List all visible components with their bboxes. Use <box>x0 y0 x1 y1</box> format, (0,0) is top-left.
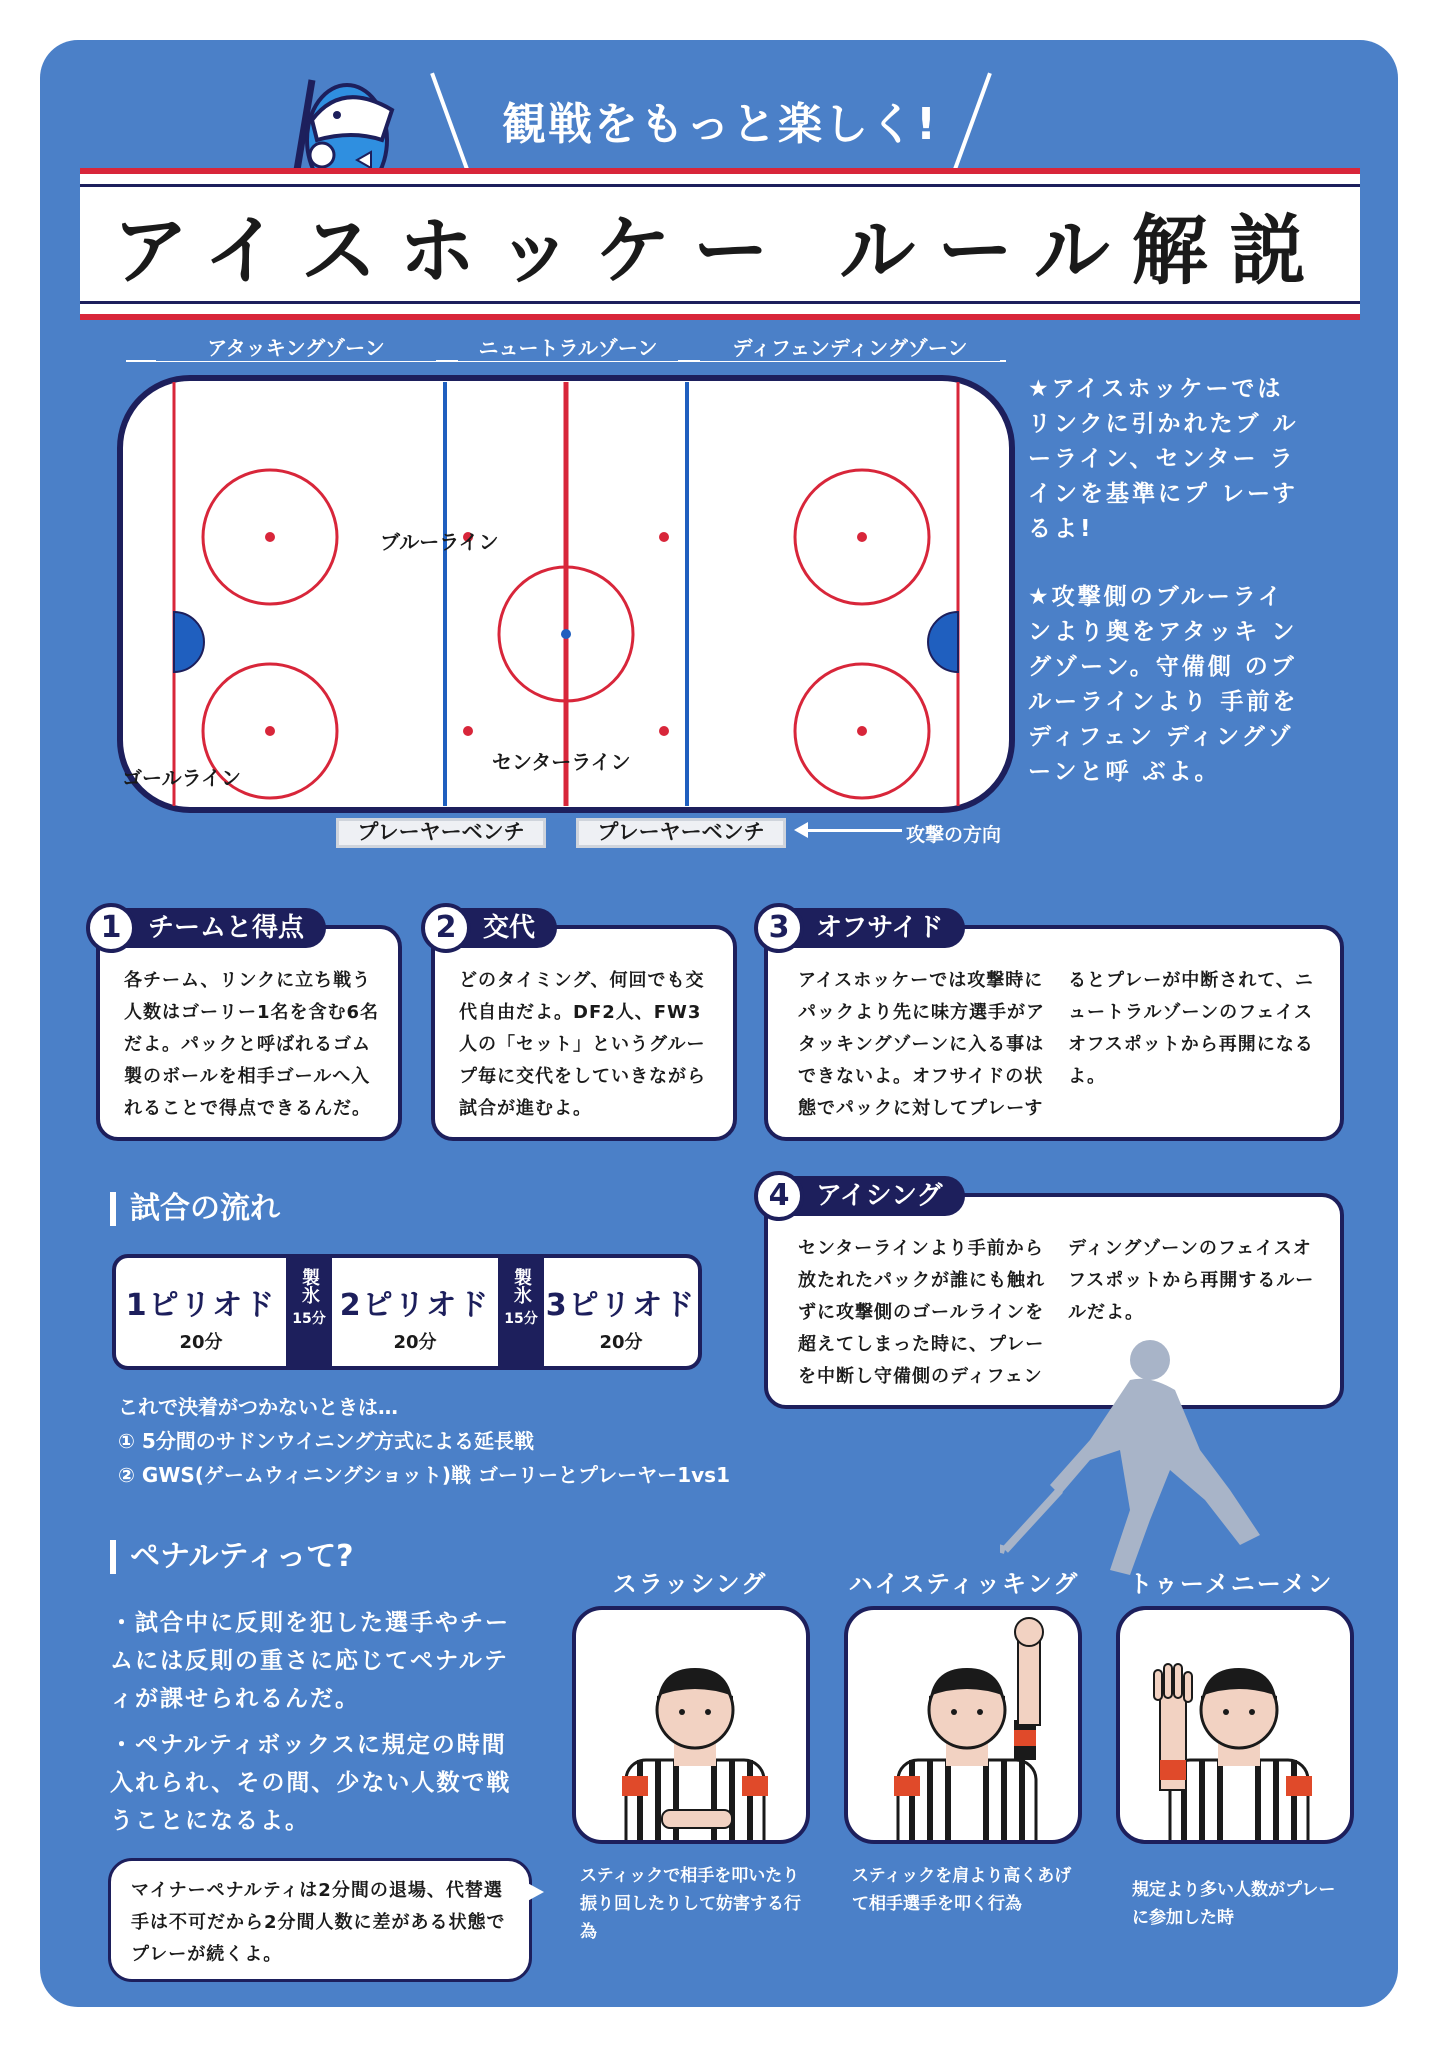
hockey-player-silhouette-icon <box>1000 1330 1300 1600</box>
attack-arrow-line <box>802 829 902 832</box>
label-blue-line: ブルーライン <box>380 530 499 554</box>
player-bench-right: プレーヤーベンチ <box>576 818 786 848</box>
rule-text: 各チーム、リンクに立ち戦う人数はゴーリー1名を含む6名だよ。パックと呼ばれるゴム製のボールを相手ゴールへ入れることで得点できるんだ。 <box>124 970 380 1119</box>
penalty-bullet-1: ・試合中に反則を犯した選手やチームには反則の重さに応じてペナルティが課せられるんだ。 <box>110 1610 510 1712</box>
period-time: 20分 <box>599 1332 643 1353</box>
zone-label-neutral: ニュートラルゾーン <box>458 332 678 361</box>
period-time: 20分 <box>179 1332 223 1353</box>
signal-card-too-many-men <box>1116 1606 1354 1844</box>
period-label: 3ピリオド <box>545 1288 697 1323</box>
section-heading-game-flow: 試合の流れ <box>110 1192 280 1226</box>
period-2 <box>332 1258 498 1366</box>
page-title: アイスホッケー ルール解説 <box>112 205 1328 295</box>
minor-penalty-bubble <box>108 1858 532 1982</box>
poster-background <box>40 40 1398 2007</box>
zone-label-attacking: アタッキングゾーン <box>156 332 436 361</box>
break-label: 製氷 <box>511 1268 532 1304</box>
faceoff-spot <box>265 532 275 542</box>
period-timeline <box>112 1254 702 1370</box>
attack-direction-label: 攻撃の方向 <box>906 824 1002 846</box>
section-heading-penalty: ペナルティって? <box>110 1540 354 1574</box>
rule-number: 1 <box>86 903 136 953</box>
faceoff-spot <box>265 726 275 736</box>
faceoff-spot <box>857 726 867 736</box>
faceoff-spot <box>857 532 867 542</box>
break-label: 製氷 <box>299 1268 320 1304</box>
rule-text-right: るとプレーが中断されて、ニュートラルゾーンのフェイスオフスポットから再開になるよ。 <box>1068 970 1314 1087</box>
period-1 <box>116 1258 286 1366</box>
rule-number: 3 <box>754 903 804 953</box>
zone-label-defending: ディフェンディングゾーン <box>700 332 1000 361</box>
label-center-line: センターライン <box>492 750 631 774</box>
break-time: 15分 <box>504 1311 538 1327</box>
rule-text-right: ディングゾーンのフェイスオフスポットから再開するルールだよ。 <box>1068 1238 1315 1323</box>
rule-title: 交代 <box>431 908 557 948</box>
period-time: 20分 <box>393 1332 437 1353</box>
rule-card-3 <box>764 925 1344 1141</box>
side-note-2: ★攻撃側のブルーライ ンより奥をアタッキ ングゾーン。守備側 のブルーラインより 手前をディフェン ディングゾーンと呼 ぶよ。 <box>1028 584 1299 785</box>
rule-title: アイシング <box>764 1176 965 1216</box>
subtitle: 観戦をもっと楽しく! <box>501 99 939 150</box>
break-1 <box>286 1258 332 1366</box>
neutral-spot <box>463 726 473 736</box>
rule-card-1 <box>96 925 402 1141</box>
break-time: 15分 <box>292 1311 326 1327</box>
signal-name: トゥーメニーメン <box>1128 1570 1334 1598</box>
referee-slashing-icon <box>576 1610 810 1844</box>
signal-card-slashing <box>572 1606 810 1844</box>
side-note-1: ★アイスホッケーでは リンクに引かれたブ ルーライン、センター ラインを基準にプ レーするよ! <box>1028 376 1299 542</box>
minor-penalty-text: マイナーペナルティは2分間の退場、代替選手は不可だから2分間人数に差がある状態でプレーが続くよ。 <box>131 1880 506 1965</box>
signal-description: スティックを肩より高くあげて相手選手を叩く行為 <box>852 1866 1072 1914</box>
referee-high-sticking-icon <box>848 1610 1082 1844</box>
period-3 <box>544 1258 698 1366</box>
rule-title: オフサイド <box>764 908 965 948</box>
break-2 <box>498 1258 544 1366</box>
signal-card-high-sticking <box>844 1606 1082 1844</box>
period-label: 1ピリオド <box>125 1288 277 1323</box>
title-band <box>80 168 1360 320</box>
neutral-spot <box>659 532 669 542</box>
attack-arrow-head-icon <box>794 822 808 838</box>
rule-text: どのタイミング、何回でも交代自由だよ。DF2人、FW3人の「セット」というグループ毎に交代をしていきながら試合が進むよ。 <box>459 970 706 1119</box>
signal-name: スラッシング <box>612 1570 768 1598</box>
tie-intro: これで決着がつかないときは… <box>118 1395 398 1419</box>
period-label: 2ピリオド <box>339 1288 491 1323</box>
neutral-spot <box>659 726 669 736</box>
player-bench-left: プレーヤーベンチ <box>336 818 546 848</box>
signal-name: ハイスティッキング <box>848 1570 1080 1598</box>
bubble-tail <box>522 1880 544 1904</box>
rule-text-left: アイスホッケーでは攻撃時にパックより先に味方選手がアタッキングゾーンに入る事はできないよ。オフサイドの状態でパックに対してプレーす <box>798 970 1045 1119</box>
signal-description: 規定より多い人数がプレーに参加した時 <box>1132 1880 1336 1928</box>
rule-number: 4 <box>754 1171 804 1221</box>
rule-number: 2 <box>421 903 471 953</box>
penalty-bullet-2: ・ペナルティボックスに規定の時間入れられ、その間、少ない人数で戦うことになるよ。 <box>110 1732 512 1834</box>
signal-description: スティックで相手を叩いたり振り回したりして妨害する行為 <box>580 1866 801 1942</box>
referee-too-many-men-icon <box>1120 1610 1354 1844</box>
rule-title: チームと得点 <box>96 908 326 948</box>
rule-text-left: センターラインより手前から放たれたパックが誰にも触れずに攻撃側のゴールラインを超えてしまった時に、プレーを中断し守備側のディフェン <box>798 1238 1045 1387</box>
tie-item-1: ① 5分間のサドンウイニング方式による延長戦 <box>118 1429 535 1453</box>
rule-card-2 <box>431 925 737 1141</box>
label-goal-line: ゴールライン <box>122 766 241 790</box>
center-spot <box>561 629 571 639</box>
tie-item-2: ② GWS(ゲームウィニングショット)戦 ゴーリーとプレーヤー1vs1 <box>118 1463 730 1487</box>
